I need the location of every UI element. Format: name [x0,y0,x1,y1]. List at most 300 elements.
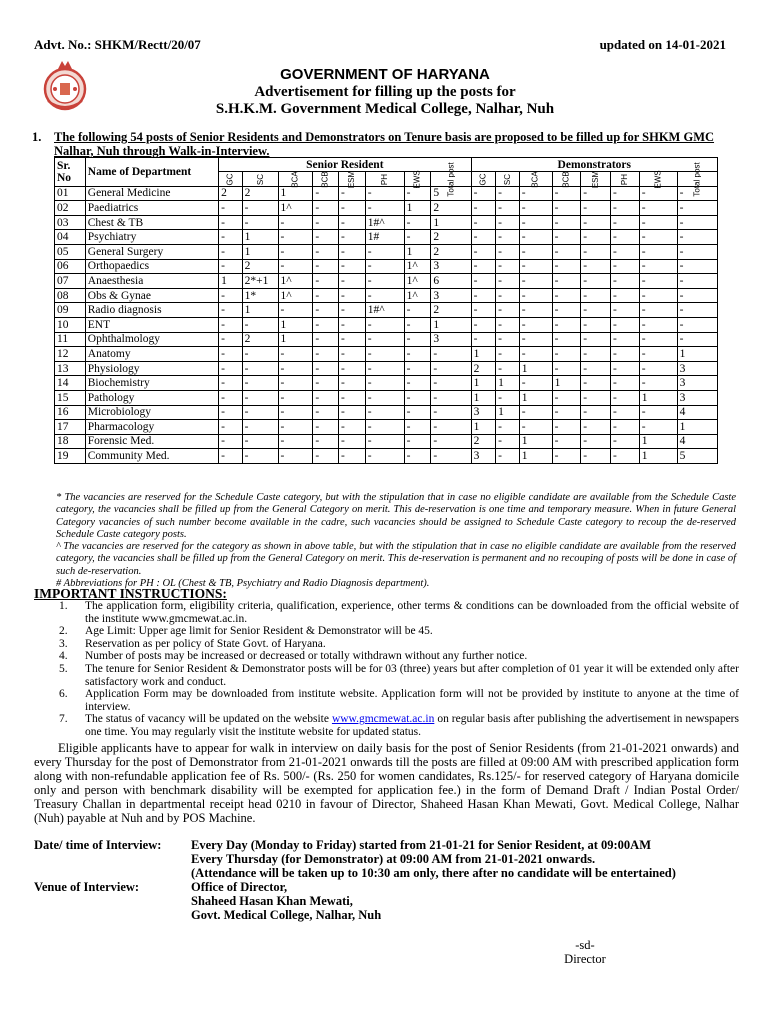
table-row [55,332,718,347]
cell-sr-value: - [339,303,366,318]
cell-sr-value: - [313,274,339,289]
cell-sr-value: - [431,361,471,376]
cell-sr-value: - [219,449,243,464]
cell-demo-value: - [519,347,552,362]
demo-subheader: BCA [519,172,552,187]
venue-line: Office of Director, [191,880,288,894]
cell-sr-value: - [431,390,471,405]
cell-demo-value: - [581,347,611,362]
cell-sr-value: - [339,215,366,230]
cell-sr-value: - [242,420,278,435]
cell-sr-value: - [365,186,404,201]
cell-demo-value: - [639,215,677,230]
cell-sr-value: - [242,347,278,362]
cell-sr-value: - [313,303,339,318]
cell-demo-value: - [496,230,520,245]
cell-demo-value: - [496,274,520,289]
cell-sr-value: - [313,332,339,347]
cell-demo-value: 1 [639,434,677,449]
intro-paragraph [32,130,739,158]
signature-sd: -sd- [575,938,595,952]
cell-demo-value: - [519,288,552,303]
cell-demo-value: 3 [471,405,496,420]
cell-sr-value: 1^ [278,201,313,216]
cell-department: Biochemistry [85,376,218,391]
cell-demo-value: - [639,303,677,318]
demo-subheader: BCB [552,172,581,187]
date-time-label: Date/ time of Interview: [34,838,162,852]
cell-sr-no: 09 [55,303,86,318]
cell-sr-value: 1 [278,186,313,201]
cell-demo-value: 2 [471,434,496,449]
cell-demo-value: - [496,259,520,274]
cell-sr-value: - [339,288,366,303]
cell-sr-value: - [365,288,404,303]
cell-sr-value: - [339,390,366,405]
cell-sr-value: - [313,288,339,303]
table-row [55,186,718,201]
cell-sr-value: - [278,230,313,245]
instruction-item: 3. Reservation as per policy of State Govt. of Haryana. [59,637,326,650]
cell-sr-value: - [219,244,243,259]
cell-sr-value: - [242,390,278,405]
cell-sr-value: - [313,259,339,274]
cell-demo-value: - [496,361,520,376]
cell-sr-value: - [313,420,339,435]
cell-demo-value: - [552,405,581,420]
instruction-item: 7. The status of vacancy will be updated on the website www.gmcmewat.ac.in on regular basis after publishing the advertisement in newspapers one time. You may regularly visit the institute website for updated status. [59,713,739,738]
cell-demo-value: - [496,390,520,405]
demo-subheader: SC [496,172,520,187]
cell-demo-value: - [639,347,677,362]
cell-demo-value: - [552,244,581,259]
cell-demo-value: - [611,317,640,332]
cell-sr-value: - [219,288,243,303]
cell-sr-value: - [339,376,366,391]
cell-sr-value: - [404,317,431,332]
cell-department: Anaesthesia [85,274,218,289]
cell-sr-value: - [219,420,243,435]
cell-sr-no: 12 [55,347,86,362]
cell-demo-value: - [552,449,581,464]
cell-sr-value: 2 [431,201,471,216]
cell-demo-value: - [639,230,677,245]
cell-sr-value: - [339,449,366,464]
cell-sr-value: 1 [278,317,313,332]
cell-department: Anatomy [85,347,218,362]
cell-sr-value: - [339,434,366,449]
cell-demo-value: - [471,317,496,332]
cell-sr-no: 02 [55,201,86,216]
cell-demo-value: - [552,274,581,289]
cell-sr-value: 1^ [404,259,431,274]
cell-demo-value: - [519,332,552,347]
cell-demo-value: - [552,317,581,332]
sr-subheader: BCB [313,172,339,187]
cell-demo-value: - [611,376,640,391]
table-row [55,420,718,435]
instructions-heading: IMPORTANT INSTRUCTIONS: [34,586,227,601]
cell-demo-value: 1 [496,405,520,420]
sr-subheader: ESM [339,172,366,187]
cell-demo-value: - [552,347,581,362]
cell-department: Forensic Med. [85,434,218,449]
cell-demo-value: - [677,186,717,201]
cell-demo-value: - [639,201,677,216]
cell-demo-value: - [471,244,496,259]
cell-demo-value: - [496,449,520,464]
group-demonstrators: Demonstrators [471,158,717,172]
cell-sr-value: - [313,230,339,245]
sr-subheader: GC [219,172,243,187]
demo-subheader: GC [471,172,496,187]
cell-sr-no: 19 [55,449,86,464]
cell-sr-value: 1 [404,244,431,259]
cell-demo-value: - [639,186,677,201]
cell-sr-value: - [365,347,404,362]
cell-department: ENT [85,317,218,332]
cell-sr-value: - [242,317,278,332]
cell-sr-value: - [365,201,404,216]
cell-demo-value: - [519,274,552,289]
cell-demo-value: - [552,303,581,318]
cell-department: Psychiatry [85,230,218,245]
cell-demo-value: 1 [471,420,496,435]
cell-demo-value: 1 [519,449,552,464]
table-row [55,376,718,391]
cell-sr-value: 1 [242,230,278,245]
demo-subheader: EWS [639,172,677,187]
cell-sr-value: - [339,317,366,332]
cell-demo-value: - [519,259,552,274]
cell-sr-value: - [242,201,278,216]
cell-sr-value: - [313,201,339,216]
cell-sr-value: - [278,390,313,405]
cell-sr-no: 16 [55,405,86,420]
cell-demo-value: 1 [677,347,717,362]
cell-demo-value: - [677,332,717,347]
cell-demo-value: - [677,259,717,274]
cell-department: General Surgery [85,244,218,259]
cell-demo-value: - [519,376,552,391]
cell-sr-value: - [365,361,404,376]
cell-demo-value: - [677,288,717,303]
cell-sr-value: - [219,332,243,347]
cell-demo-value: 1 [639,390,677,405]
cell-demo-value: - [611,201,640,216]
cell-demo-value: 1 [471,347,496,362]
table-row [55,303,718,318]
posts-table [54,157,718,464]
cell-sr-value: - [339,332,366,347]
cell-sr-value: - [242,405,278,420]
intro-text: The following 54 posts of Senior Residents and Demonstrators on Tenure basis are proposed to be filled up for SHKM GMC Nalhar, Nuh through Walk-in-Interview. [54,130,715,158]
cell-sr-value: 2 [431,230,471,245]
cell-sr-value: 1* [242,288,278,303]
cell-sr-value: 5 [431,186,471,201]
cell-demo-value: - [552,230,581,245]
cell-sr-value: - [339,259,366,274]
table-row [55,230,718,245]
cell-demo-value: 1 [471,390,496,405]
cell-demo-value: - [552,332,581,347]
cell-sr-value: 3 [431,288,471,303]
date-line: Every Thursday (for Demonstrator) at 09:00 AM from 21-01-2021 onwards. [191,852,596,866]
cell-sr-value: 6 [431,274,471,289]
cell-demo-value: 1 [519,390,552,405]
cell-demo-value: - [519,230,552,245]
sr-subheader: PH [365,172,404,187]
venue-line: Shaheed Hasan Khan Mewati, [191,894,353,908]
cell-sr-value: - [278,361,313,376]
cell-sr-value: 1^ [278,274,313,289]
cell-demo-value: 1 [471,376,496,391]
cell-sr-value: 1 [431,215,471,230]
cell-demo-value: - [471,274,496,289]
cell-demo-value: - [581,376,611,391]
cell-demo-value: - [471,230,496,245]
instruction-item: 5. The tenure for Senior Resident & Demonstrator posts will be for 03 (three) years but after completion of 01 year it will be extended only after satisfactory work and conduct. [59,662,739,688]
table-row [55,361,718,376]
cell-demo-value: - [611,390,640,405]
cell-sr-value: - [365,332,404,347]
cell-demo-value: - [519,186,552,201]
sr-subheader: BCA [278,172,313,187]
cell-sr-value: - [339,405,366,420]
cell-demo-value: - [581,230,611,245]
cell-sr-value: - [365,317,404,332]
cell-demo-value: - [639,332,677,347]
table-row [55,259,718,274]
government-title: GOVERNMENT OF HARYANA [280,66,490,83]
cell-sr-value: - [278,244,313,259]
cell-demo-value: - [611,420,640,435]
updated-date: updated on 14-01-2021 [599,37,726,52]
cell-sr-value: - [431,449,471,464]
cell-sr-value: 1 [242,244,278,259]
cell-sr-value: - [404,215,431,230]
cell-sr-value: - [278,215,313,230]
demo-subheader: PH [611,172,640,187]
cell-demo-value: - [519,317,552,332]
cell-sr-value: 3 [431,259,471,274]
instruction-item: 1. The application form, eligibility criteria, qualification, experience, other terms & conditions can be downloaded from the official website of the institute www.gmcmewat.ac.in. [59,600,739,625]
cell-department: Paediatrics [85,201,218,216]
cell-sr-value: 1 [219,274,243,289]
date-line: (Attendance will be taken up to 10:30 am only, there after no candidate will be entertained) [191,866,676,880]
cell-sr-value: - [219,303,243,318]
cell-sr-value: - [313,405,339,420]
venue-line: Govt. Medical College, Nalhar, Nuh [191,908,382,922]
cell-demo-value: - [496,244,520,259]
cell-sr-value: - [242,376,278,391]
cell-demo-value: - [581,215,611,230]
cell-sr-value: - [431,376,471,391]
cell-sr-value: 2 [242,186,278,201]
cell-department: Community Med. [85,449,218,464]
cell-department: Radio diagnosis [85,303,218,318]
cell-demo-value: - [611,274,640,289]
cell-demo-value: - [552,420,581,435]
cell-demo-value: - [581,390,611,405]
cell-demo-value: - [496,420,520,435]
cell-sr-value: - [278,434,313,449]
cell-sr-no: 04 [55,230,86,245]
cell-sr-value: - [219,405,243,420]
advt-number: Advt. No.: SHKM/Rectt/20/07 [34,37,201,52]
cell-sr-value: - [219,259,243,274]
cell-demo-value: - [519,215,552,230]
cell-demo-value: - [639,361,677,376]
cell-demo-value: - [496,303,520,318]
cell-demo-value: 2 [471,361,496,376]
note-reserved: ^ The vacancies are reserved for the category as shown in above table, but with the stipulation that in case no eligible candidate are available from the reserved category, the vacancies shall be filled up from the General Category on merit. This de-reservation is permanent and no recouping of posts will be done in case of such de-reservation. [56,541,736,577]
cell-sr-value: 2 [431,244,471,259]
cell-sr-value: 2*+1 [242,274,278,289]
cell-sr-value: - [219,347,243,362]
cell-sr-value: - [313,186,339,201]
cell-sr-value: - [339,420,366,435]
cell-demo-value: - [639,405,677,420]
cell-demo-value: - [552,361,581,376]
cell-sr-value: 1^ [278,288,313,303]
cell-sr-value: - [278,259,313,274]
cell-sr-value: 1^ [404,274,431,289]
cell-sr-value: - [404,347,431,362]
cell-sr-value: - [404,186,431,201]
cell-sr-value: - [339,201,366,216]
cell-demo-value: - [611,332,640,347]
cell-sr-value: - [404,303,431,318]
cell-department: General Medicine [85,186,218,201]
intro-number: 1. [32,130,42,144]
cell-department: Ophthalmology [85,332,218,347]
cell-demo-value: - [639,244,677,259]
cell-sr-no: 18 [55,434,86,449]
instruction-item: 4. Number of posts may be increased or decreased or totally withdrawn without any further notice. [59,650,528,663]
cell-demo-value: - [611,449,640,464]
cell-sr-no: 11 [55,332,86,347]
cell-sr-no: 07 [55,274,86,289]
table-row [55,434,718,449]
cell-sr-value: - [313,317,339,332]
cell-sr-no: 08 [55,288,86,303]
cell-demo-value: 1 [639,449,677,464]
cell-sr-value: - [313,347,339,362]
cell-sr-value: - [339,274,366,289]
cell-demo-value: - [471,186,496,201]
cell-demo-value: 3 [677,361,717,376]
cell-sr-value: - [365,244,404,259]
cell-demo-value: - [581,201,611,216]
cell-demo-value: - [581,288,611,303]
cell-sr-value: - [313,244,339,259]
date-line: Every Day (Monday to Friday) started from 21-01-21 for Senior Resident, at 09:00AM [191,838,652,852]
cell-sr-value: 3 [431,332,471,347]
cell-sr-value: 1 [404,201,431,216]
cell-demo-value: - [611,288,640,303]
cell-demo-value: - [677,274,717,289]
cell-sr-value: - [404,230,431,245]
instructions-list [34,600,739,739]
cell-sr-value: - [313,434,339,449]
instruction-item: 6. Application Form may be downloaded from institute website. Application form will not be provided by institute to anyone at the time of interview. [59,688,739,713]
sr-subheader: SC [242,172,278,187]
cell-sr-value: - [404,376,431,391]
sr-subheader: Total post [431,172,471,187]
cell-demo-value: - [611,215,640,230]
cell-sr-no: 10 [55,317,86,332]
cell-sr-value: 1#^ [365,303,404,318]
cell-demo-value: - [581,317,611,332]
cell-demo-value: - [519,405,552,420]
cell-sr-value: - [339,347,366,362]
cell-demo-value: - [677,303,717,318]
cell-department: Orthopaedics [85,259,218,274]
cell-sr-value: - [219,434,243,449]
cell-department: Microbiology [85,405,218,420]
cell-demo-value: - [581,303,611,318]
cell-demo-value: - [639,288,677,303]
cell-sr-value: - [404,449,431,464]
cell-demo-value: - [581,420,611,435]
cell-sr-value: 1 [278,332,313,347]
cell-sr-value: 1^ [404,288,431,303]
cell-sr-value: - [313,390,339,405]
cell-demo-value: - [611,361,640,376]
cell-demo-value: - [639,376,677,391]
cell-demo-value: - [639,274,677,289]
website-link[interactable]: www.gmcmewat.ac.in [331,713,435,726]
cell-demo-value: - [611,244,640,259]
note-sc: * The vacancies are reserved for the Schedule Caste category, but with the stipulation that in case no eligible candidate are available from the Schedule Caste category, the vacancies shall be filled up from the General Category on merit. This de-reservation is one time and temporary measure. When in future General Category vacancies of such number become available in the cadre, such vacancies should be assigned to Schedule Caste category to recoup the de-reserved Schedule Caste category posts. [56,492,736,540]
cell-sr-value: - [365,259,404,274]
cell-demo-value: - [519,201,552,216]
cell-demo-value: - [496,332,520,347]
cell-demo-value: - [496,215,520,230]
cell-sr-value: - [404,405,431,420]
cell-sr-value: - [242,449,278,464]
cell-sr-value: - [404,332,431,347]
col-sr-no: Sr. No [55,158,86,187]
cell-demo-value: - [639,420,677,435]
cell-demo-value: - [519,420,552,435]
venue-label: Venue of Interview: [34,880,140,894]
cell-demo-value: - [519,303,552,318]
table-row [55,390,718,405]
cell-sr-value: - [365,434,404,449]
cell-sr-value: - [404,390,431,405]
table-row [55,201,718,216]
cell-department: Pharmacology [85,420,218,435]
cell-sr-value: - [219,317,243,332]
cell-sr-value: - [365,274,404,289]
cell-demo-value: - [581,244,611,259]
cell-demo-value: 1 [552,376,581,391]
cell-sr-value: - [365,390,404,405]
cell-demo-value: 5 [677,449,717,464]
group-senior-resident: Senior Resident [219,158,471,172]
cell-demo-value: - [496,201,520,216]
cell-sr-value: - [431,405,471,420]
cell-demo-value: - [677,244,717,259]
cell-sr-value: - [431,347,471,362]
cell-demo-value: - [519,244,552,259]
cell-sr-value: - [278,347,313,362]
signature-block [530,938,640,966]
col-department: Name of Department [85,158,218,187]
cell-department: Obs & Gynae [85,288,218,303]
